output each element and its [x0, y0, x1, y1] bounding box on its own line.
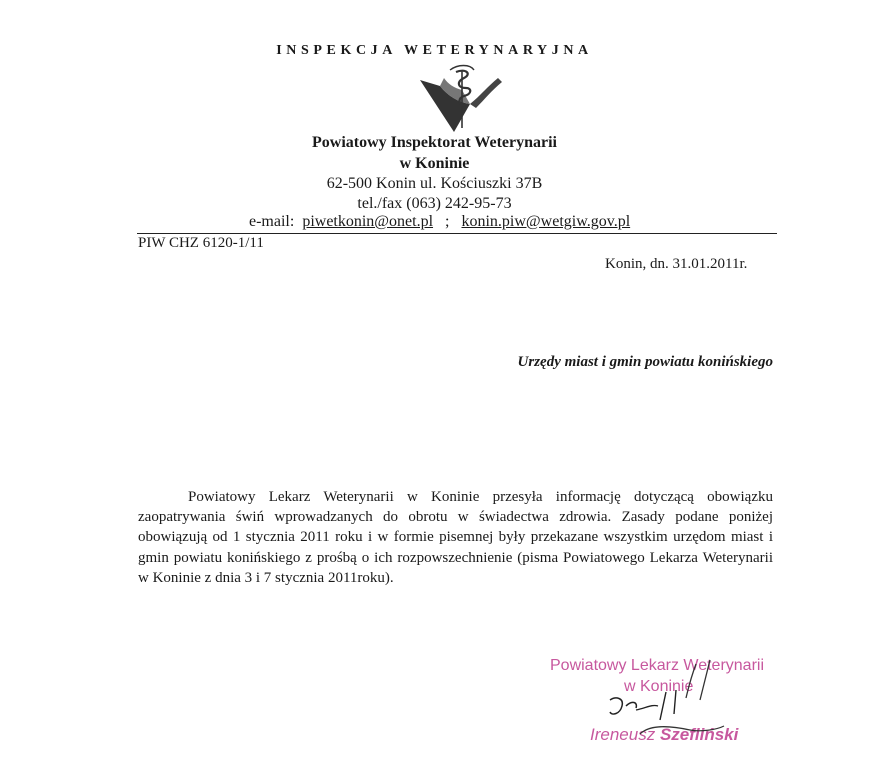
email-separator: ;: [445, 213, 450, 230]
office-address: 62-500 Konin ul. Kościuszki 37B: [326, 175, 543, 192]
email-link-onet[interactable]: piwetkonin@onet.pl: [302, 213, 434, 230]
body-paragraph: Powiatowy Lekarz Weterynarii w Koninie przesyła informację dotyczącą obowiązku zaopatrywania świń wprowadzanych do obrotu w świadectwa zdrowia. Zasady podane poniżej obowiązują od 1 stycznia 2011 roku i w formie pisemnej były przekazane wszystkim urzędom miast i gmin powiatu konińskiego z prośbą o ich rozpowszechnienie (pisma Powiatowego Lekarza Weterynarii w Koninie z dnia 3 i 7 stycznia 2011roku).: [138, 489, 773, 586]
veterinary-inspection-logo-icon: [412, 62, 506, 134]
handwritten-signature-icon: [540, 650, 800, 760]
signature-stamp: [540, 650, 800, 760]
stamp-first-name: Ireneusz: [590, 725, 656, 744]
office-city: w Koninie: [399, 155, 470, 172]
email-label: e-mail:: [249, 213, 295, 230]
reference-number: PIW CHZ 6120-1/11: [138, 235, 264, 251]
stamp-city: w Koninie: [624, 678, 694, 695]
email-link-wetgiw[interactable]: konin.piw@wetgiw.gov.pl: [461, 213, 631, 230]
stamp-last-name: Szefliński: [659, 725, 739, 744]
stamp-title: Powiatowy Lekarz Weterynarii: [550, 657, 765, 674]
office-phone: tel./fax (063) 242-95-73: [357, 195, 512, 212]
header-divider: [137, 233, 777, 234]
date-line: Konin, dn. 31.01.2011r.: [605, 256, 748, 272]
office-name: Powiatowy Inspektorat Weterynarii: [311, 134, 557, 151]
addressee: Urzędy miast i gmin powiatu konińskiego: [517, 354, 773, 370]
email-line: [249, 213, 630, 231]
agency-name: INSPEKCJA WETERYNARYJNA: [276, 43, 593, 58]
